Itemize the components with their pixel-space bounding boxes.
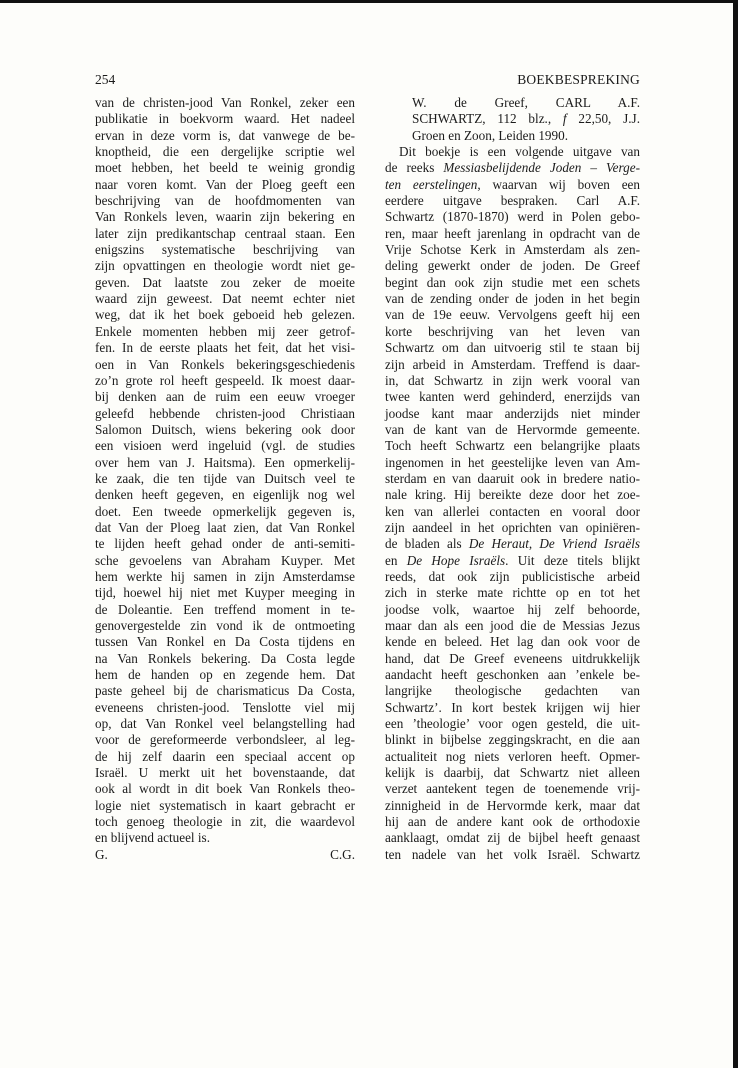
text-segment: aanklaagt, omdat zij de bijbel heeft genaast (385, 830, 640, 846)
text-segment: kende en beleed. Het lag dan ook voor de (385, 634, 640, 650)
text-segment: Vrije Schotse Kerk in Amsterdam als zen- (385, 242, 640, 258)
text-line: genovergestelde zin vond ik de ontmoeting (95, 618, 355, 633)
text-line (385, 504, 640, 520)
text-line (385, 700, 640, 716)
text-line: naar voren komt. Van der Ploeg geeft een (95, 176, 355, 192)
signature-initial-left: G. (95, 846, 108, 862)
text-segment: Schwartz’. In kort bestek krijgen wij hier (385, 699, 640, 715)
text-line (385, 144, 640, 160)
text-line: tijd, hoewel hij niet met Kuyper meeging in (95, 585, 355, 601)
text-segment: twee kanten werd gehinderd, enerzijds van (385, 389, 640, 405)
page-number: 254 (95, 72, 116, 87)
text-line: fen. In de eerste plaats het feit, dat het visi- (95, 340, 355, 356)
text-line (385, 389, 640, 405)
text-line: publikatie in boekvorm waard. Het nadeel (95, 111, 355, 127)
text-line: zo’n grote rol heeft gespeeld. Ik moest daar- (95, 372, 355, 388)
text-line (385, 373, 640, 389)
text-segment: ten nadele van het volk Israël. Schwartz (385, 846, 640, 862)
text-line (385, 765, 640, 781)
text-line (385, 291, 640, 307)
left-column (95, 95, 355, 863)
text-line: van de christen-jood Van Ronkel, zeker een (95, 95, 355, 110)
text-line: moet hebben, het beeld te weinig grondig (95, 160, 355, 176)
text-line (385, 471, 640, 487)
text-segment: nale kring. Hij bereikte deze door het zoe- (385, 487, 640, 503)
text-line (385, 177, 640, 193)
text-line: Israël. U merkt uit het bovenstaande, dat (95, 765, 355, 781)
text-line: te lijden heeft gehad onder de anti-semiti- (95, 536, 355, 552)
text-segment: zijn arbeid in Amsterdam. Treffend is daar- (385, 356, 640, 372)
text-line: doet. Een tweede opmerkelijk gegeven is, (95, 503, 355, 519)
text-line (385, 128, 640, 144)
text-segment: eerdere uitgave bespraken. Carl A.F. (385, 193, 640, 209)
text-segment: W. de Greef, CARL A.F. (412, 95, 640, 110)
text-segment: ren, maar heeft jarenlang in opdracht van de (385, 225, 640, 241)
text-line: Van Ronkels leven, waarin zijn bekering en (95, 209, 355, 225)
text-line (385, 160, 640, 176)
running-title: BOEKBESPREKING (517, 72, 640, 87)
text-line (385, 95, 640, 111)
text-line: voor de gereformeerde verbondsleer, al leg- (95, 732, 355, 748)
text-segment: ken van allerlei contacten en vooral door (385, 503, 640, 519)
text-segment: ingenomen in het geestelijke leven van Am- (385, 454, 640, 470)
text-line: paste geheel bij de charismaticus Da Costa, (95, 683, 355, 699)
text-line: ervan in deze vorm is, dat vanwege de be- (95, 127, 355, 143)
italic-text: De Hope Israëls (406, 552, 506, 568)
signature-line (95, 847, 355, 863)
text-line: hem werkte hij samen in zijn Amsterdamse (95, 568, 355, 584)
scan-edge-right (733, 0, 738, 1068)
text-line: geleefd hebbende christen-jood Christiaan (95, 405, 355, 421)
text-line (385, 667, 640, 683)
text-line (385, 569, 640, 585)
text-line (385, 683, 640, 699)
text-segment: deling gewerkt onder de joden. De Greef (385, 258, 640, 274)
text-segment: reeds, dat ook zijn publicistische arbeid (385, 568, 640, 584)
review-continuation-paragraph (95, 95, 355, 847)
text-segment: blinkt in bijbelse zeggingskracht, en die aan (385, 732, 640, 748)
text-line: knoptheid, die een dergelijke scriptie wel (95, 144, 355, 160)
text-line: logie niet systematisch in kaart gebracht er (95, 797, 355, 813)
text-line (385, 732, 640, 748)
text-line (385, 422, 640, 438)
text-segment: joodse kant maar anderzijds niet minder (385, 405, 640, 421)
text-line: sche gevoelens van Abraham Kuyper. Met (95, 552, 355, 568)
text-line (385, 193, 640, 209)
text-segment: 22,50, J.J. (566, 111, 640, 127)
text-line (385, 830, 640, 846)
italic-text: f (562, 111, 567, 127)
text-line (385, 340, 640, 356)
text-line (385, 814, 640, 830)
text-line (385, 651, 640, 667)
text-segment: hand, dat De Greef eveneens uitdrukkelijk (385, 650, 640, 666)
text-line (385, 634, 640, 650)
text-line: zijn opvattingen en theologie wordt niet ge- (95, 258, 355, 274)
text-segment: aandacht heeft geschonken aan ’enkele be- (385, 667, 640, 683)
text-segment: Groen en Zoon, Leiden 1990. (412, 127, 569, 143)
text-segment: sterdam en van daaruit ook in bredere natio- (385, 470, 640, 486)
text-line: eveneens christen-jood. Tenslotte viel mij (95, 699, 355, 715)
text-line: de Doleantie. Een treffend moment in te- (95, 601, 355, 617)
text-segment: maar dan als een jood die de Messias Jezus (385, 618, 640, 633)
italic-text: De Heraut (468, 536, 529, 552)
text-segment: in, dat Schwartz in zijn werk vooral van (385, 372, 640, 388)
text-segment: kelijk is daarbij, dat Schwartz niet alleen (385, 765, 640, 781)
text-segment: SCHWARTZ, 112 blz., (412, 111, 563, 127)
text-line (385, 585, 640, 601)
text-segment: joodse volk, waartoe hij zelf behoorde, (385, 601, 640, 617)
text-segment: zijn aandeel in het oprichten van opiniëren- (385, 519, 640, 535)
text-line (385, 324, 640, 340)
text-line (385, 258, 640, 274)
text-line: denken heeft gegeven, en eigenlijk nog wel (95, 487, 355, 503)
text-line (385, 438, 640, 454)
text-segment: en (385, 552, 407, 568)
text-line: weg, dat ik het boek geboeid heb gelezen. (95, 307, 355, 323)
text-line (385, 781, 640, 797)
review-paragraph (385, 144, 640, 863)
text-line (385, 847, 640, 863)
italic-text: Messiasbelijdende Joden – Verge- (443, 160, 640, 176)
text-line (385, 602, 640, 618)
text-line: waard zijn geweest. Dat neemt echter niet (95, 291, 355, 307)
text-segment: hij aan de andere kant ook de orthodoxie (385, 814, 640, 830)
text-line: beschrijving van de hoofdmomenten van (95, 193, 355, 209)
text-line: Salomon Duitsch, wiens bekering ook door (95, 421, 355, 437)
text-segment: korte beschrijving van het leven van (385, 323, 640, 339)
text-segment: zich in sterke mate richtte op en tot het (385, 585, 640, 601)
text-line: een visioen werd ingeluid (vgl. de studies (95, 438, 355, 454)
text-line (385, 520, 640, 536)
text-segment: van de zending onder de joden in het begin (385, 291, 640, 307)
text-line (385, 226, 640, 242)
italic-text: ten eerstelingen (385, 176, 478, 192)
signature-initials-right: C.G. (330, 846, 355, 862)
text-segment: , (528, 536, 540, 552)
text-line (385, 618, 640, 634)
text-line: tussen Van Ronkel en Da Costa tijdens en (95, 634, 355, 650)
text-line: bij denken aan de ruim een eeuw vroeger (95, 389, 355, 405)
text-segment: , waarvan wij boven een (477, 176, 641, 192)
text-line (385, 275, 640, 291)
italic-text: De Vriend Israëls (539, 536, 640, 552)
right-column (385, 95, 640, 863)
text-segment: een ’theologie’ voor ogen gesteld, die uit- (385, 716, 640, 732)
text-line: op, dat Van Ronkel veel belangstelling had (95, 716, 355, 732)
text-line (385, 357, 640, 373)
scan-edge-top (0, 0, 738, 3)
text-segment: de reeks (385, 160, 444, 176)
text-line: dat Van der Ploeg laat zien, dat Van Ronkel (95, 519, 355, 535)
text-line (385, 209, 640, 225)
text-line: toch genoeg theologie in zit, die waardevol (95, 814, 355, 830)
text-line: geven. Dat laatste zou zeker de moeite (95, 274, 355, 290)
text-segment: . Uit deze titels blijkt (505, 552, 641, 568)
text-line (385, 307, 640, 323)
text-segment: van de kant van de Hervormde gemeente. (385, 421, 640, 437)
text-line (385, 553, 640, 569)
text-line (385, 749, 640, 765)
text-line: hem de handen op en zegende hem. Dat (95, 667, 355, 683)
text-line: over hem van J. Haitsma). Een opmerkelij- (95, 454, 355, 470)
text-line: ook al wordt in dit boek Van Ronkels theo- (95, 781, 355, 797)
text-segment: verzet aantekent tegen de toenemende vrij- (385, 781, 640, 797)
text-line: enigszins systematische beschrijving van (95, 242, 355, 258)
text-segment: Dit boekje is een volgende uitgave van (399, 144, 640, 160)
text-segment: langrijke theologische gedachten van (385, 683, 640, 699)
text-line: later zijn predikantschap centraal staan. Een (95, 225, 355, 241)
text-line (385, 536, 640, 552)
text-segment: actualiteit nog niets verloren heeft. Opmer- (385, 748, 640, 764)
text-line: Enkele momenten hebben mij zeer getrof- (95, 323, 355, 339)
text-segment: zinnigheid in de Hervormde kerk, maar dat (385, 797, 640, 813)
text-line (385, 798, 640, 814)
text-segment: begint dan ook zijn studie met een schets (385, 274, 640, 290)
text-segment: Schwartz om dan uitvoerig stil te staan bij (385, 340, 640, 356)
book-citation (385, 95, 640, 144)
text-line (385, 455, 640, 471)
text-line (385, 111, 640, 127)
text-line (385, 242, 640, 258)
text-segment: van de 19e eeuw. Vervolgens geeft hij een (385, 307, 640, 323)
text-line (385, 716, 640, 732)
text-segment: Schwartz (1870-1870) werd in Polen gebo- (385, 209, 640, 225)
text-line: ke zaak, die ten tijde van Duitsch veel te (95, 470, 355, 486)
text-line: oen in Van Ronkels bekeringsgeschiedenis (95, 356, 355, 372)
text-line (385, 487, 640, 503)
text-line: na Van Ronkels bekering. Da Costa legde (95, 650, 355, 666)
text-segment: Toch heeft Schwartz een belangrijke plaats (385, 438, 640, 454)
text-segment: de bladen als (385, 536, 469, 552)
text-line: en blijvend actueel is. (95, 830, 210, 846)
text-line: de hij zelf daarin een speciaal accent op (95, 748, 355, 764)
text-line (385, 406, 640, 422)
